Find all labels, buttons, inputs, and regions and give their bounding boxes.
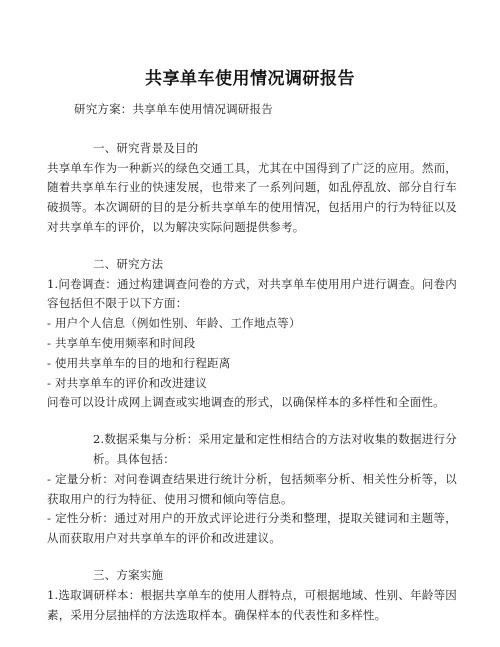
list-item: - 使用共享单车的目的地和行程距离 [47,355,231,370]
section-2-heading: 二、研究方法 [93,256,164,271]
section-2-paragraph-1: 1.问卷调查：通过构建调查问卷的方式，对共享单车使用用户进行调查。问卷内容包括但不限于以下方面： [47,276,457,311]
plan-subtitle: 研究方案：共享单车使用情况调研报告 [74,102,273,116]
list-item: - 共享单车使用频率和时间段 [47,335,196,350]
list-item: - 用户个人信息（例如性别、年龄、工作地点等） [47,316,301,331]
section-3-heading: 三、方案实施 [93,567,164,582]
section-2-paragraph-2: 问卷可以设计成网上调查或实地调查的形式，以确保样本的多样性和全面性。 [47,395,445,410]
section-1-paragraph: 共享单车作为一种新兴的绿色交通工具，尤其在中国得到了广泛的应用。然而，随着共享单车行业的快速发展，也带来了一系列问题，如乱停乱放、部分自行车破损等。本次调研的目的是分析共享单车的使用情况，包括用户的行为特征以及对共享单车的评价，以为解决实际问题提供参考。 [47,160,457,234]
section-2-paragraph-3: 2.数据采集与分析：采用定量和定性相结合的方法对收集的数据进行分析。具体包括： [93,432,457,466]
section-1-heading: 一、研究背景及目的 [93,140,199,155]
list-item: - 对共享单车的评价和改进建议 [47,375,208,390]
document-body [47,100,457,625]
document-title: 共享单车使用情况调研报告 [145,69,355,89]
qualitative-analysis: - 定性分析：通过对用户的开放式评论进行分类和整理，提取关键词和主题等，从而获取用户对共享单车的评价和改进建议。 [47,511,457,546]
section-3-paragraph-1: 1.选取调研样本：根据共享单车的使用人群特点，可根据地域、性别、年龄等因素，采用分层抽样的方法选取样本。确保样本的代表性和多样性。 [47,587,457,622]
quantitative-analysis: - 定量分析：对问卷调查结果进行统计分析，包括频率分析、相关性分析等，以获取用户的行为特征、使用习惯和倾向等信息。 [47,471,457,506]
